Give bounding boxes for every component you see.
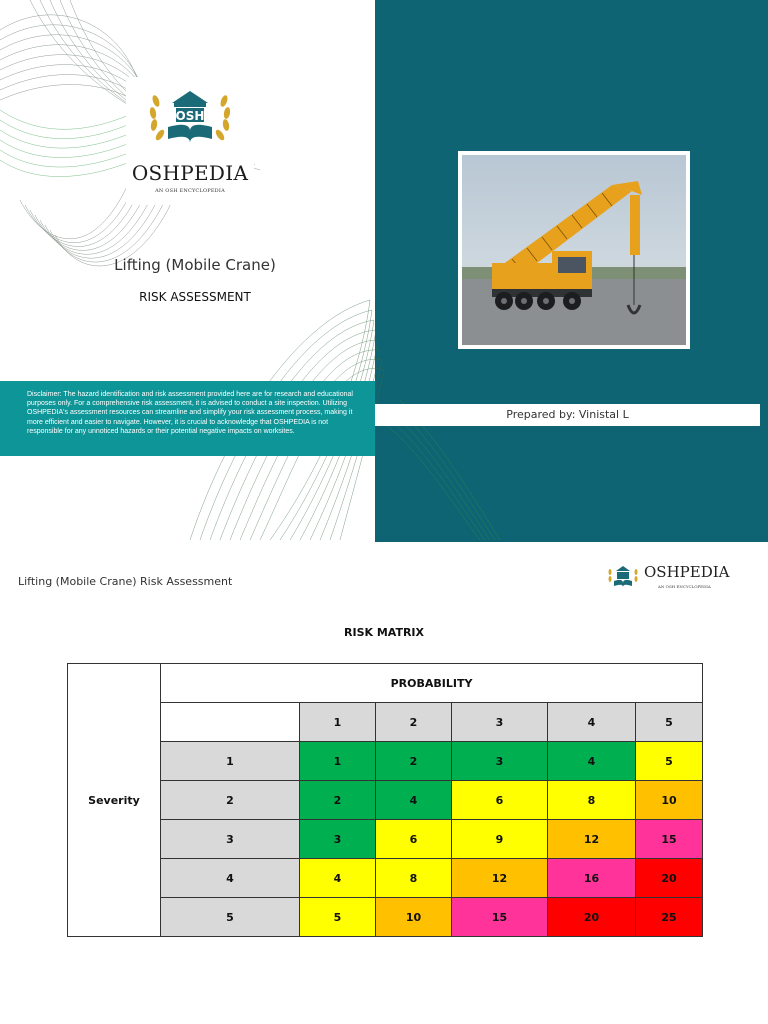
- severity-level: 5: [161, 898, 300, 937]
- severity-level: 1: [161, 742, 300, 781]
- risk-cell: 6: [452, 781, 548, 820]
- oshpedia-emblem-small-icon: [606, 562, 640, 588]
- severity-level: 2: [161, 781, 300, 820]
- risk-cell: 12: [452, 859, 548, 898]
- risk-cell: 4: [300, 859, 376, 898]
- probability-level: 2: [376, 703, 452, 742]
- matrix-row: [68, 781, 703, 820]
- risk-cell: 8: [548, 781, 636, 820]
- risk-cell: 2: [300, 781, 376, 820]
- risk-cell: 6: [376, 820, 452, 859]
- cover-title: Lifting (Mobile Crane): [114, 256, 276, 274]
- risk-matrix-title: RISK MATRIX: [344, 626, 424, 639]
- risk-cell: 20: [548, 898, 636, 937]
- risk-cell: 16: [548, 859, 636, 898]
- risk-cell: 5: [636, 742, 703, 781]
- header-oshpedia-logo: [606, 560, 736, 592]
- severity-label: Severity: [68, 664, 161, 937]
- risk-cell: 3: [300, 820, 376, 859]
- matrix-row: [68, 859, 703, 898]
- header-logo-tagline: AN OSH ENCYCLOPEDIA: [658, 584, 711, 589]
- header-logo-name: OSHPEDIA: [644, 563, 730, 581]
- crane-photo-frame: [458, 151, 690, 349]
- svg-text:OSH: OSH: [175, 109, 205, 123]
- risk-cell: 20: [636, 859, 703, 898]
- oshpedia-logo: [126, 77, 254, 205]
- logo-tagline: AN OSH ENCYCLOPEDIA: [155, 188, 225, 194]
- risk-cell: 15: [636, 820, 703, 859]
- mobile-crane-photo: [462, 155, 686, 345]
- probability-label: PROBABILITY: [161, 664, 703, 703]
- risk-cell: 10: [376, 898, 452, 937]
- risk-cell: 8: [376, 859, 452, 898]
- oshpedia-emblem-icon: [142, 81, 238, 149]
- severity-level: 3: [161, 820, 300, 859]
- risk-cell: 15: [452, 898, 548, 937]
- risk-cell: 3: [452, 742, 548, 781]
- matrix-row: [68, 898, 703, 937]
- risk-cell: 5: [300, 898, 376, 937]
- risk-cell: 12: [548, 820, 636, 859]
- probability-level: 5: [636, 703, 703, 742]
- severity-level: 4: [161, 859, 300, 898]
- risk-cell: 2: [376, 742, 452, 781]
- risk-cell: 1: [300, 742, 376, 781]
- probability-level: 1: [300, 703, 376, 742]
- prepared-by-label: Prepared by: Vinistal L: [375, 404, 760, 426]
- risk-cell: 4: [548, 742, 636, 781]
- risk-cell: 4: [376, 781, 452, 820]
- cover-subtitle: RISK ASSESSMENT: [139, 290, 251, 304]
- page-header-title: Lifting (Mobile Crane) Risk Assessment: [18, 575, 233, 588]
- matrix-row: [68, 742, 703, 781]
- disclaimer-text: Disclaimer: The hazard identification and risk assessment provided here are for research and educational purposes only. For a comprehensive risk assessment, it is advised to conduct a site inspection. Utilizing OSHPEDIA's assessment resources can streamline and simplify your risk assessment process, making it more efficient and easier to navigate. However, it is crucial to acknowledge that OSHPEDIA is not responsible for any unnoticed hazards or their potential negative impacts on worksites.: [0, 381, 375, 456]
- risk-cell: 9: [452, 820, 548, 859]
- probability-level: 4: [548, 703, 636, 742]
- matrix-row: [68, 820, 703, 859]
- risk-cell: 10: [636, 781, 703, 820]
- probability-level: 3: [452, 703, 548, 742]
- risk-cell: 25: [636, 898, 703, 937]
- matrix-corner-cell: [161, 703, 300, 742]
- risk-matrix-table: [67, 663, 703, 937]
- logo-name: OSHPEDIA: [131, 161, 249, 185]
